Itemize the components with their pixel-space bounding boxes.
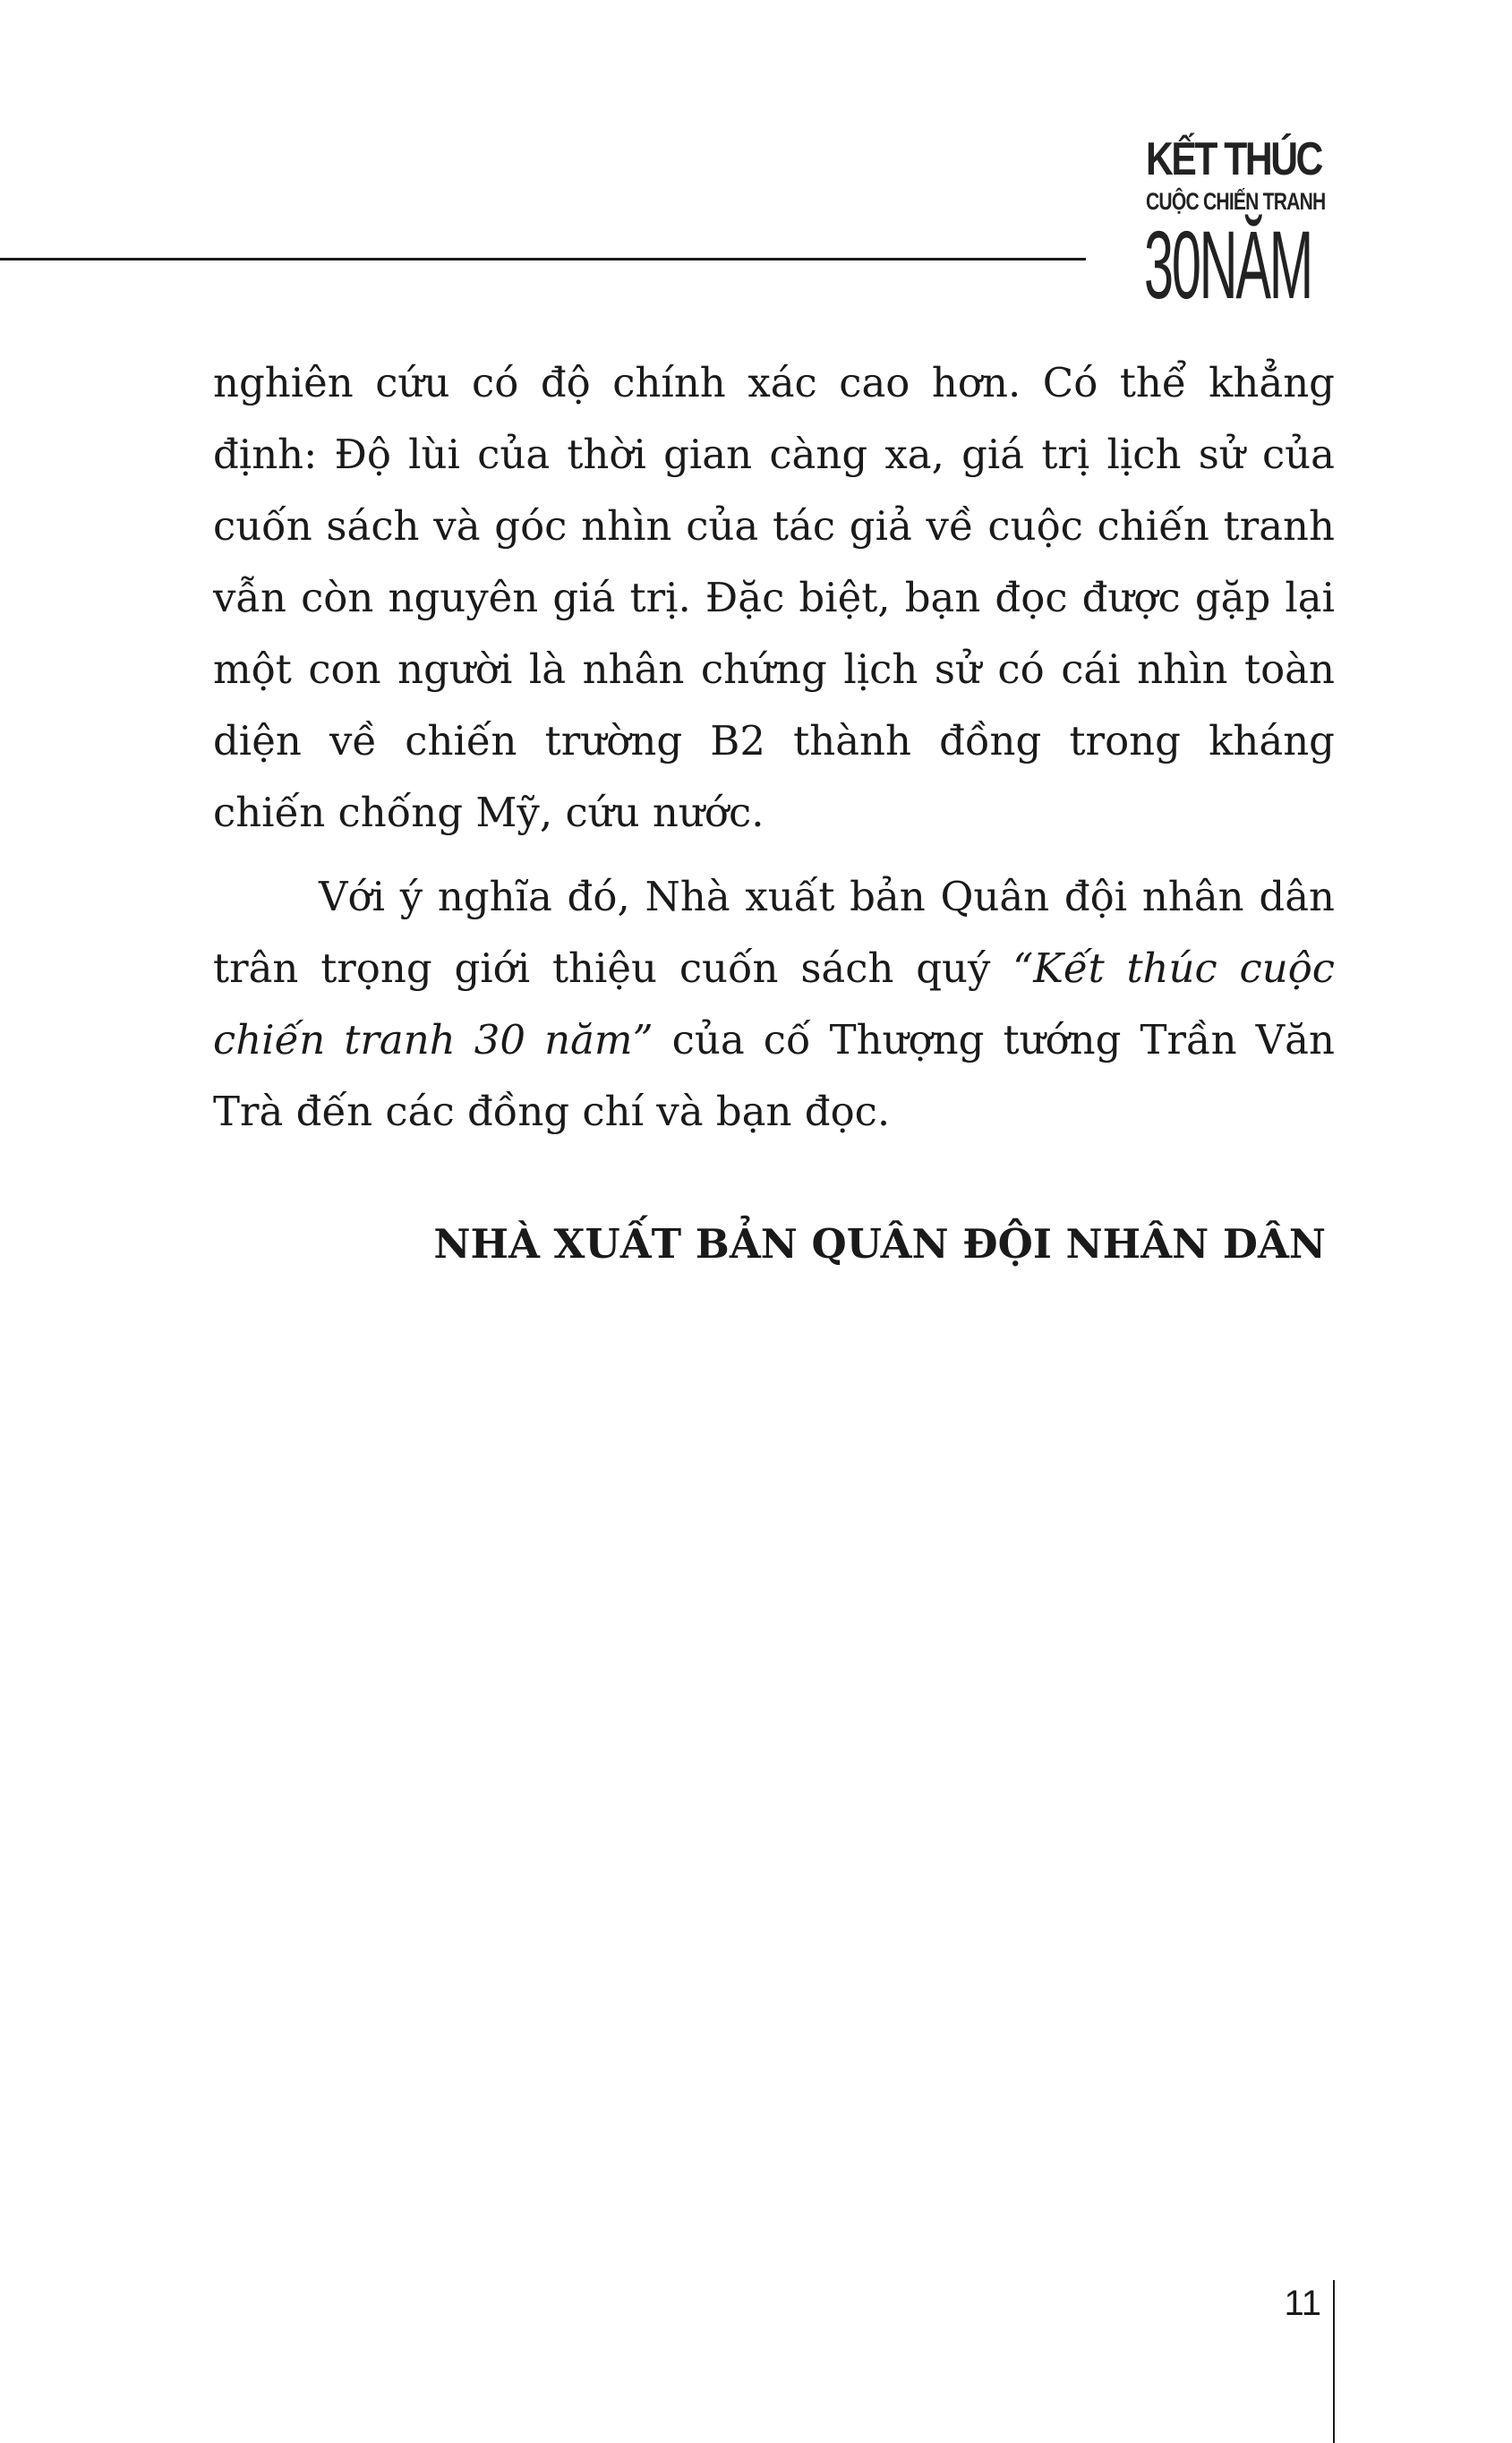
logo-title-line2: CUỘC CHIẾN TRANH: [1146, 188, 1326, 215]
page-number: 11: [1284, 2284, 1321, 2323]
paragraph-1: nghiên cứu có độ chính xác cao hơn. Có thể khẳng định: Độ lùi của thời gian càng xa, giá trị lịch sử của cuốn sách và góc nhìn của tác giả về cuộc chiến tranh vẫn còn nguyên giá trị. Đặc biệt, bạn đọc được gặp lại một con người là nhân chứng lịch sử có cái nhìn toàn diện về chiến trường B2 thành đồng trong kháng chiến chống Mỹ, cứu nước.: [213, 359, 1335, 836]
logo-title-line3: 30NĂM: [1144, 210, 1312, 319]
logo-title-line1: KẾT THÚC: [1146, 133, 1321, 185]
publisher-signature: NHÀ XUẤT BẢN QUÂN ĐỘI NHÂN DÂN: [433, 1220, 1326, 1268]
paragraph-2-end: của cố Thượng tướng Trần Văn Trà đến các đồng chí và bạn đọc.: [213, 1016, 1335, 1135]
book-series-logo: [1110, 133, 1343, 319]
body-text: [213, 347, 1335, 1148]
book-title: “Kết thúc cuộc chiến tranh 30 năm”: [213, 944, 1335, 1063]
header-rule: [0, 258, 1086, 261]
page-number-rule: [1333, 2280, 1335, 2443]
paragraph-2-start: Với ý nghĩa đó, Nhà xuất bản Quân đội nhân dân trân trọng giới thiệu cuốn sách quý: [213, 873, 1335, 992]
paragraph-2: [213, 861, 1335, 1148]
